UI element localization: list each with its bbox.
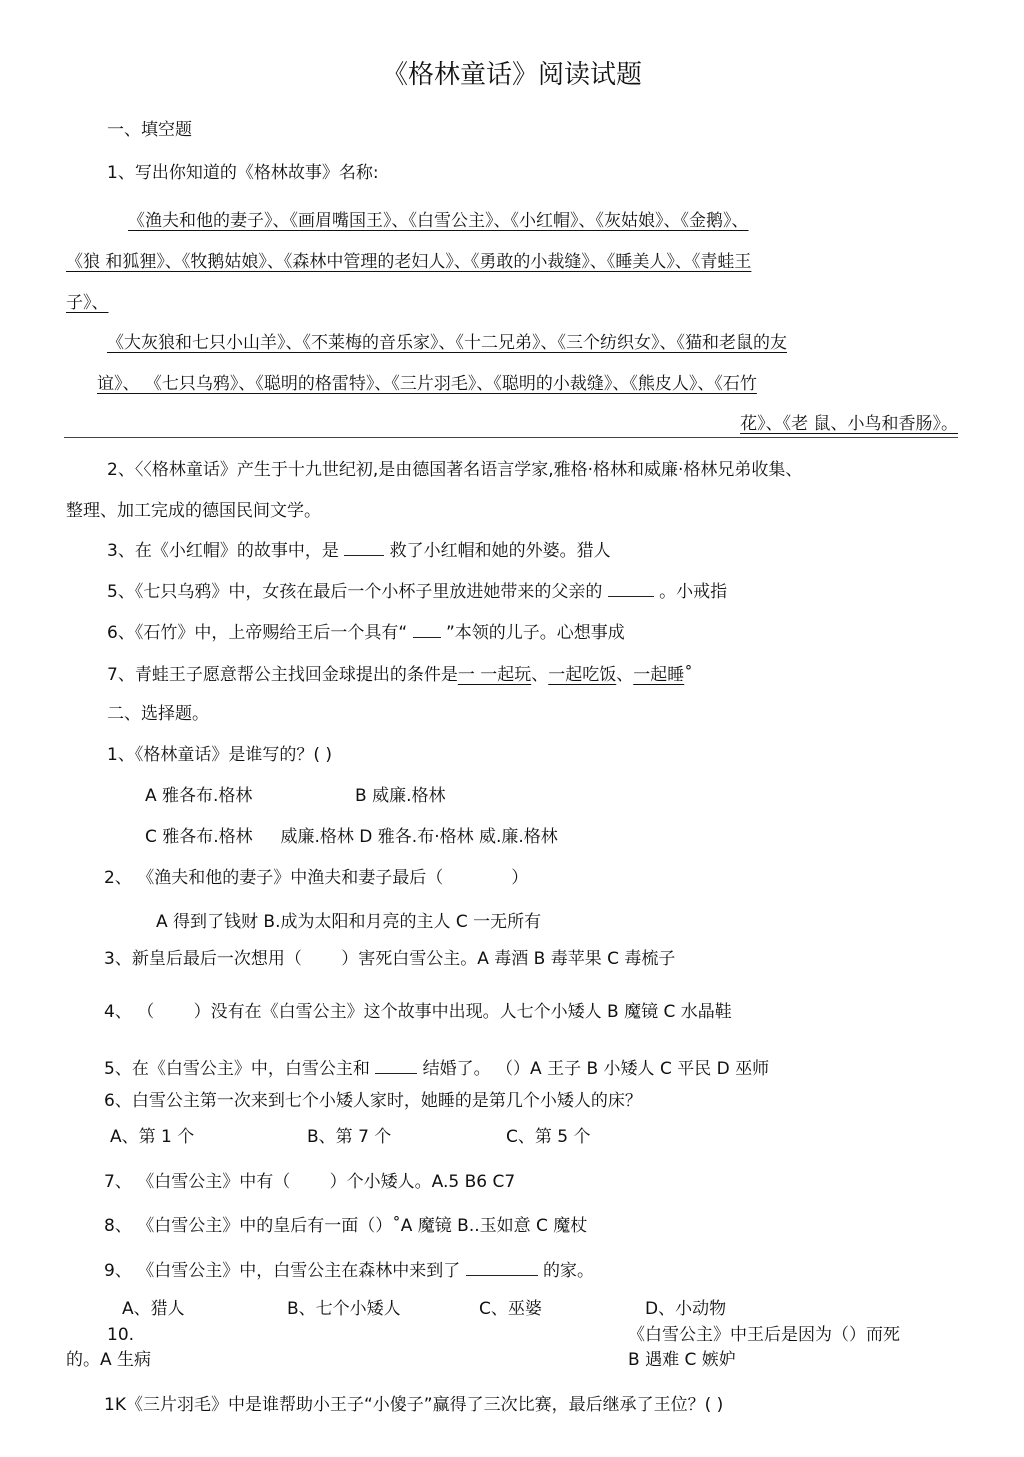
answer-blank[interactable]	[413, 623, 441, 638]
question-7-answer-3: 一起睡	[633, 665, 685, 685]
choice-1-option-a: A 雅各布.格林	[145, 786, 253, 806]
choice-7: 7、 《白雪公主》中有（ ）个小矮人。A.5 B6 C7	[104, 1172, 516, 1192]
choice-8: 8、 《白雪公主》中的皇后有一面（）˚A 魔镜 B..玉如意 C 魔杖	[104, 1216, 588, 1236]
choice-9	[104, 1260, 594, 1282]
choice-9-option-d: D、小动物	[645, 1299, 727, 1319]
choice-6-option-b: B、第 7 个	[307, 1127, 392, 1147]
choice-4: 4、 （ ）没有在《白雪公主》这个故事中出现。人七个小矮人 B 魔镜 C 水晶鞋	[104, 1002, 732, 1022]
choice-5-text: 5、在《白雪公主》中，白雪公主和	[104, 1059, 370, 1079]
answer-line-6: 花》、《老 鼠、小鸟和香肠》。	[740, 414, 958, 434]
question-3	[107, 540, 611, 562]
question-1-prompt: 1、写出你知道的《格林故事》名称:	[107, 163, 379, 183]
question-6-text-end: ”本领的儿子。心想事成	[445, 623, 625, 643]
answer-line-2: 《狼 和狐狸》、《牧鹅姑娘》、《森林中管理的老妇人》、《勇敢的小裁缝》、《睡美人》、《青蛙王	[66, 252, 752, 272]
choice-1-prompt: 1、《格林童话》是谁写的？( )	[107, 745, 332, 765]
question-6	[107, 622, 625, 644]
question-7-end: ˚	[684, 665, 693, 685]
choice-10-text-2: 的。A 生病	[66, 1350, 152, 1370]
question-5-text: 5、《七只乌鸦》中，女孩在最后一个小杯子里放进她带来的父亲的	[107, 582, 603, 602]
choice-2-options: A 得到了钱财 B.成为太阳和月亮的主人 C 一无所有	[156, 912, 542, 932]
question-6-text: 6、《石竹》中，上帝赐给王后一个具有“	[107, 623, 408, 643]
answer-blank[interactable]	[608, 582, 654, 597]
choice-5	[104, 1058, 769, 1080]
question-2-line-1: 2、〈〈格林童话》产生于十九世纪初,是由德国著名语言学家,雅格·格林和威廉·格林兄弟收集、	[107, 460, 803, 480]
choice-9-option-c: C、巫婆	[479, 1299, 542, 1319]
answer-line-5: 谊》、 《七只乌鸦》、《聪明的格雷特》、《三片羽毛》、《聪明的小裁缝》、《熊皮人》、《石竹	[97, 374, 757, 394]
choice-6-option-c: C、第 5 个	[506, 1127, 591, 1147]
page-title: 《格林童话》阅读试题	[381, 60, 642, 90]
choice-10-options: B 遇难 C 嫉妒	[628, 1350, 736, 1370]
choice-2-prompt: 2、 《渔夫和他的妻子》中渔夫和妻子最后（ ）	[104, 868, 529, 888]
choice-9-text: 9、 《白雪公主》中，白雪公主在森林中来到了	[104, 1261, 461, 1281]
answer-divider	[64, 437, 958, 438]
choice-1-option-b: B 威廉.格林	[355, 786, 446, 806]
question-7-answer-2: 一起吃饭	[548, 665, 617, 685]
choice-6-option-a: A、第 1 个	[110, 1127, 195, 1147]
choice-9-option-a: A、猎人	[122, 1299, 185, 1319]
answer-blank[interactable]	[344, 541, 384, 556]
choice-9-option-b: B、七个小矮人	[287, 1299, 401, 1319]
section-heading-fill-blank: 一、填空题	[107, 120, 192, 140]
question-2-line-2: 整理、加工完成的德国民间文学。	[66, 501, 321, 521]
question-7-text: 7、青蛙王子愿意帮公主找回金球提出的条件是	[107, 665, 458, 685]
question-3-text-end: 救了小红帽和她的外婆。猎人	[389, 541, 611, 561]
section-heading-choice: 二、选择题。	[107, 704, 209, 724]
choice-11: 1K《三片羽毛》中是谁帮助小王子“小傻子”赢得了三次比赛，最后继承了王位？( )	[104, 1395, 724, 1415]
question-5-text-end: 。小戒指	[659, 582, 728, 602]
choice-9-text-end: 的家。	[543, 1261, 595, 1281]
choice-6-prompt: 6、白雪公主第一次来到七个小矮人家时，她睡的是第几个小矮人的床？	[104, 1091, 642, 1111]
question-3-text: 3、在《小红帽》的故事中，是	[107, 541, 339, 561]
choice-10-text: 《白雪公主》中王后是因为（）而死	[628, 1325, 900, 1345]
question-7-separator: 、	[531, 665, 549, 685]
answer-blank[interactable]	[375, 1059, 417, 1074]
question-5	[107, 581, 727, 603]
choice-3: 3、新皇后最后一次想用（ ）害死白雪公主。A 毒酒 B 毒苹果 C 毒梳子	[104, 949, 676, 969]
answer-line-3: 子》、	[66, 293, 109, 313]
answer-line-1: 《渔夫和他的妻子》、《画眉嘴国王》、《白雪公主》、《小红帽》、《灰姑娘》、《金鹅》、	[128, 211, 749, 231]
question-7	[107, 664, 693, 686]
question-7-answer-1: 一 一起玩	[457, 665, 532, 685]
choice-10-number: 10.	[107, 1325, 135, 1345]
choice-5-text-end: 结婚了。 （）A 王子 B 小矮人 C 平民 D 巫师	[422, 1059, 770, 1079]
choice-1-option-cd: C 雅各布.格林 威廉.格林 D 雅各.布·格林 威.廉.格林	[145, 827, 558, 847]
question-7-separator: 、	[616, 665, 634, 685]
answer-blank[interactable]	[466, 1261, 538, 1276]
answer-line-4: 《大灰狼和七只小山羊》、《不莱梅的音乐家》、《十二兄弟》、《三个纺织女》、《猫和老鼠的友	[107, 333, 787, 353]
